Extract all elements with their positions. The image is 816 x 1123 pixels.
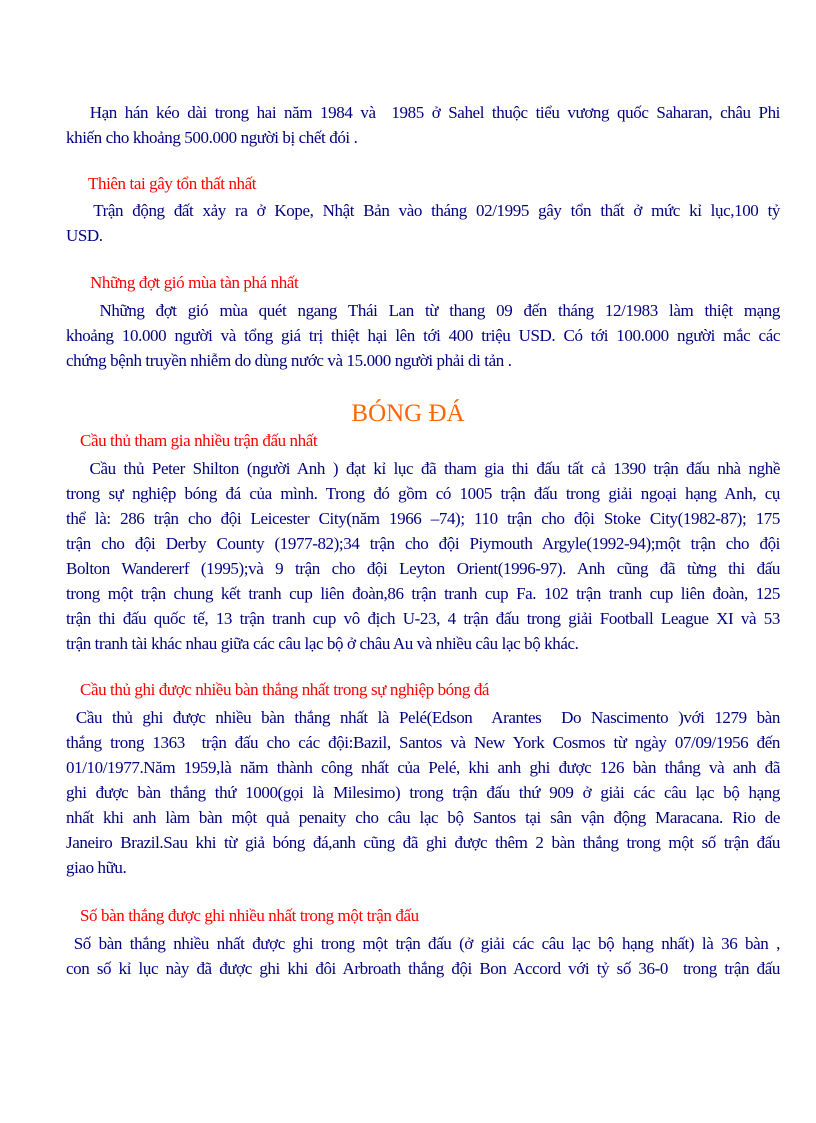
paragraph-pele — [66, 705, 780, 880]
heading-monsoon: Những đợt gió mùa tàn phá nhất — [90, 273, 299, 292]
text-line: Những đợt gió mùa quét ngang Thái Lan từ thang 09 đến tháng 12/1983 làm thiệt mạng — [66, 301, 780, 320]
text-line: USD. — [66, 226, 103, 245]
text-line: trận cho đội Derby County (1977-82);34 trận cho đội Piymouth Argyle(1992-94);một trận cho đội — [66, 534, 780, 553]
text-line: thể là: 286 trận cho đội Leicester City(năm 1966 –74); 110 trận cho đội Stoke City(1982-87); 175 — [66, 509, 780, 528]
text-line: Bolton Wandererf (1995);và 9 trận cho đội Leyton Orient(1996-97). Anh cũng đã từng thi đấu — [66, 559, 780, 578]
text-line: trận thi đấu quốc tế, 13 trận tranh cup vô địch U-23, 4 trận đấu trong giải Football League XI và 53 — [66, 609, 780, 628]
text-line: trận tranh tài khác nhau giữa các câu lạc bộ ở châu Au và nhiều câu lạc bộ khác. — [66, 634, 579, 653]
section-title-bong-da: BÓNG ĐÁ — [351, 400, 465, 427]
text-line: trong một trận chung kết tranh cup liên đoàn,86 trận tranh cup Fa. 102 trận tranh cup liên đoàn, 125 — [66, 584, 780, 603]
text-line: Trận động đất xảy ra ở Kope, Nhật Bản vào tháng 02/1995 gây tổn thất ở mức kỉ lục,100 tỷ — [66, 201, 780, 220]
text-line: chứng bệnh truyền nhiễm do dùng nước và 15.000 người phải di tản . — [66, 351, 512, 370]
text-line: khiến cho khoảng 500.000 người bị chết đói . — [66, 128, 358, 147]
text-line: Janeiro Brazil.Sau khi từ giả bóng đá,anh cũng đã ghi được thêm 2 bàn thắng trong một số trận đấu — [66, 833, 780, 852]
paragraph-monsoon — [66, 298, 780, 373]
heading-most-career-goals: Cầu thủ ghi được nhiều bàn thắng nhất trong sự nghiệp bóng đá — [80, 680, 490, 699]
text-line: Cầu thủ ghi được nhiều bàn thắng nhất là Pelé(Edson Arantes Do Nascimento )với 1279 bàn — [66, 708, 780, 727]
heading-most-matches: Cầu thủ tham gia nhiều trận đấu nhất — [80, 431, 318, 450]
text-line: Cầu thủ Peter Shilton (người Anh ) đạt kỉ lục đã tham gia thi đấu tất cả 1390 trận đấu nhà nghề — [66, 459, 780, 478]
text-line: con số kỉ lục này đã được ghi khi đôi Arbroath thắng đội Bon Accord với tỷ số 36-0 trong trận đấu — [66, 959, 780, 978]
text-line: trong sự nghiệp bóng đá của mình. Trong đó gồm có 1005 trận đấu trong giải ngoại hạng Anh, cụ — [66, 484, 780, 503]
paragraph-most-goals — [66, 931, 780, 981]
paragraph-earthquake — [66, 198, 780, 248]
text-line: Số bàn thắng nhiều nhất được ghi trong một trận đấu (ở giải các câu lạc bộ hạng nhất) là 36 bàn , — [66, 934, 780, 953]
text-line: ghi được bàn thắng thứ 1000(gọi là Milesimo) trong trận đấu thứ 909 ở giải các câu lạc bộ hạng — [66, 783, 780, 802]
paragraph-drought — [66, 100, 780, 150]
paragraph-shilton — [66, 456, 780, 656]
heading-most-goals-one-match: Số bàn thắng được ghi nhiều nhất trong một trận đấu — [80, 906, 419, 925]
text-line: thắng trong 1363 trận đấu cho các đội:Bazil, Santos và New York Cosmos từ ngày 07/09/1956 đến — [66, 733, 780, 752]
text-line: Hạn hán kéo dài trong hai năm 1984 và 1985 ở Sahel thuộc tiểu vương quốc Saharan, châu Phi — [66, 103, 780, 122]
text-line: nhất khi anh làm bàn một quả penaity cho câu lạc bộ Santos tại sân vận động Maracana. Rio de — [66, 808, 780, 827]
text-line: 01/10/1977.Năm 1959,là năm thành công nhất của Pelé, khi anh ghi được 126 bàn thắng và anh đã — [66, 758, 780, 777]
text-line: giao hữu. — [66, 858, 127, 877]
heading-costliest-disaster: Thiên tai gây tổn thất nhất — [88, 174, 257, 193]
text-line: khoảng 10.000 người và tổng giá trị thiệt hại lên tới 400 triệu USD. Có tới 100.000 người mắc các — [66, 326, 780, 345]
